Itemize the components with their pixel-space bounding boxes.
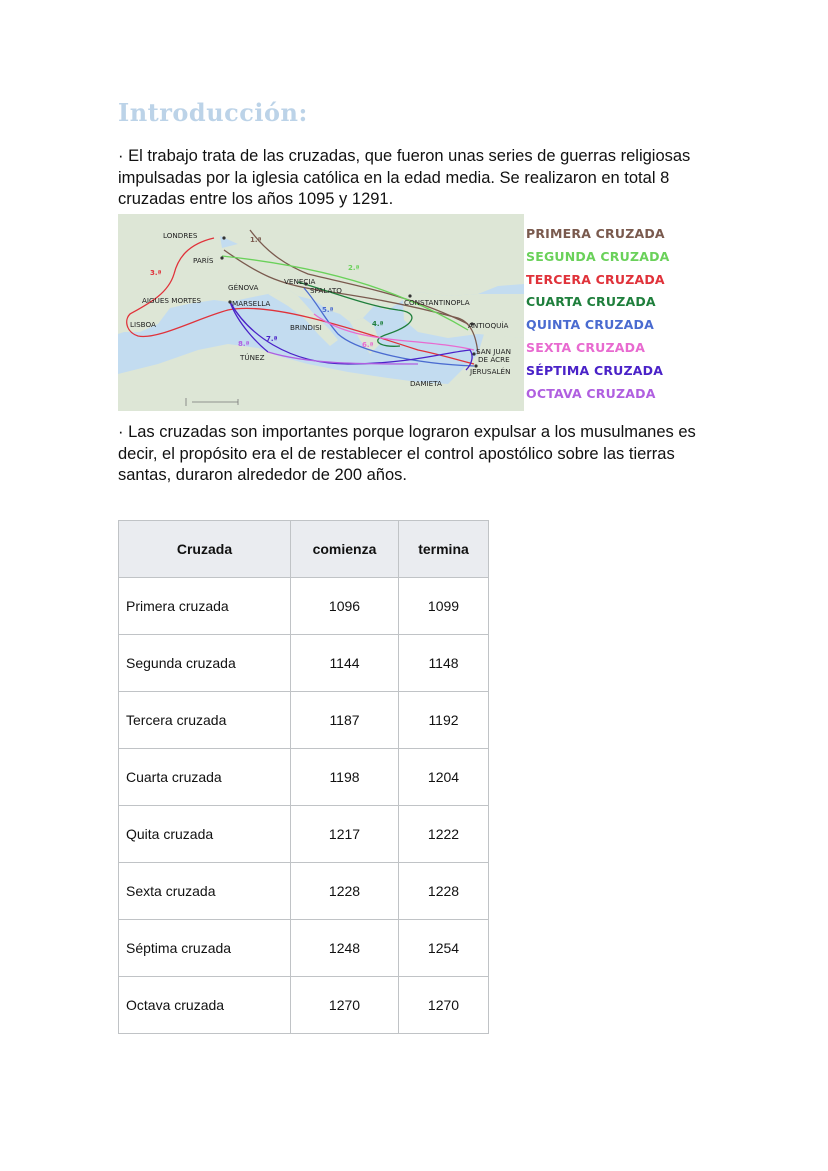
table-row <box>119 977 489 1034</box>
route-number-2: 2.ª <box>348 264 360 272</box>
table-header-row <box>119 521 489 578</box>
legend-tercera: TERCERA CRUZADA <box>526 271 665 287</box>
cell-cruzada: Tercera cruzada <box>119 692 291 749</box>
route-number-6: 6.ª <box>362 341 374 349</box>
cell-comienza: 1217 <box>291 806 399 863</box>
cell-comienza: 1198 <box>291 749 399 806</box>
cell-cruzada: Primera cruzada <box>119 578 291 635</box>
cell-comienza: 1144 <box>291 635 399 692</box>
legend-octava: OCTAVA CRUZADA <box>526 385 656 401</box>
intro-paragraph: · El trabajo trata de las cruzadas, que fueron unas series de guerras religiosas impulsadas por la iglesia católica en la edad media. Se realizaron en total 8 cruzadas entre los años 1095 y 1291. <box>118 147 691 208</box>
cell-comienza: 1228 <box>291 863 399 920</box>
cell-termina: 1270 <box>399 977 489 1034</box>
table-row <box>119 863 489 920</box>
cell-cruzada: Segunda cruzada <box>119 635 291 692</box>
legend-septima: SÉPTIMA CRUZADA <box>526 362 664 378</box>
table-row <box>119 920 489 977</box>
label-venecia: VENECIA <box>284 277 316 286</box>
cell-termina: 1099 <box>399 578 489 635</box>
label-aigues-mortes: AIGUES MORTES <box>142 296 202 305</box>
route-number-1: 1.ª <box>250 236 262 244</box>
route-number-8: 8.ª <box>238 340 250 348</box>
cell-cruzada: Séptima cruzada <box>119 920 291 977</box>
route-number-4: 4.ª <box>372 320 384 328</box>
cell-termina: 1204 <box>399 749 489 806</box>
map-legend <box>526 226 670 408</box>
crusades-map <box>118 214 524 411</box>
cell-comienza: 1187 <box>291 692 399 749</box>
header-cruzada: Cruzada <box>119 521 291 578</box>
legend-quinta: QUINTA CRUZADA <box>526 317 655 333</box>
legend-primera: PRIMERA CRUZADA <box>526 226 665 241</box>
marker-paris <box>220 256 223 259</box>
page-title: Introducción: <box>118 98 308 127</box>
label-paris: PARÍS <box>193 256 214 265</box>
label-londres: LONDRES <box>163 231 198 240</box>
cell-cruzada: Octava cruzada <box>119 977 291 1034</box>
route-number-5: 5.ª <box>322 306 334 314</box>
marker-londres <box>222 236 225 239</box>
cell-termina: 1192 <box>399 692 489 749</box>
table-row <box>119 578 489 635</box>
legend-segunda: SEGUNDA CRUZADA <box>526 248 670 264</box>
legend-sexta: SEXTA CRUZADA <box>526 339 646 355</box>
header-termina: termina <box>399 521 489 578</box>
legend-cuarta: CUARTA CRUZADA <box>526 294 656 310</box>
label-genova: GÉNOVA <box>228 283 259 292</box>
route-number-7: 7.ª <box>266 335 278 343</box>
cell-cruzada: Sexta cruzada <box>119 863 291 920</box>
label-tunez: TÚNEZ <box>240 353 265 362</box>
label-antioquia: ANTIOQUÍA <box>468 321 509 330</box>
cell-termina: 1254 <box>399 920 489 977</box>
cell-cruzada: Quita cruzada <box>119 806 291 863</box>
label-spalato: SPALATO <box>310 286 342 295</box>
cell-cruzada: Cuarta cruzada <box>119 749 291 806</box>
table-row <box>119 749 489 806</box>
label-lisboa: LISBOA <box>130 320 156 329</box>
table-row <box>119 635 489 692</box>
label-jerusalen: JERUSALÉN <box>470 367 511 376</box>
cell-comienza: 1096 <box>291 578 399 635</box>
route-number-3: 3.ª <box>150 269 162 277</box>
header-comienza: comienza <box>291 521 399 578</box>
crusades-table <box>118 520 489 1034</box>
cell-comienza: 1248 <box>291 920 399 977</box>
cell-termina: 1228 <box>399 863 489 920</box>
label-marsella: MARSELLA <box>232 299 271 308</box>
label-constantinopla: CONSTANTINOPLA <box>404 298 470 307</box>
label-damieta: DAMIETA <box>410 379 442 388</box>
cell-termina: 1222 <box>399 806 489 863</box>
importance-paragraph: · Las cruzadas son importantes porque lograron expulsar a los musulmanes es decir, el propósito era el de restablecer el control apostólico sobre las tierras santas, duraron alrededor de 200 años. <box>118 423 696 484</box>
label-de-acre: DE ACRE <box>478 355 510 364</box>
cell-comienza: 1270 <box>291 977 399 1034</box>
table-row <box>119 806 489 863</box>
table-row <box>119 692 489 749</box>
cell-termina: 1148 <box>399 635 489 692</box>
label-san-juan: SAN JUAN <box>476 347 511 356</box>
label-brindisi: BRINDISI <box>290 323 322 332</box>
